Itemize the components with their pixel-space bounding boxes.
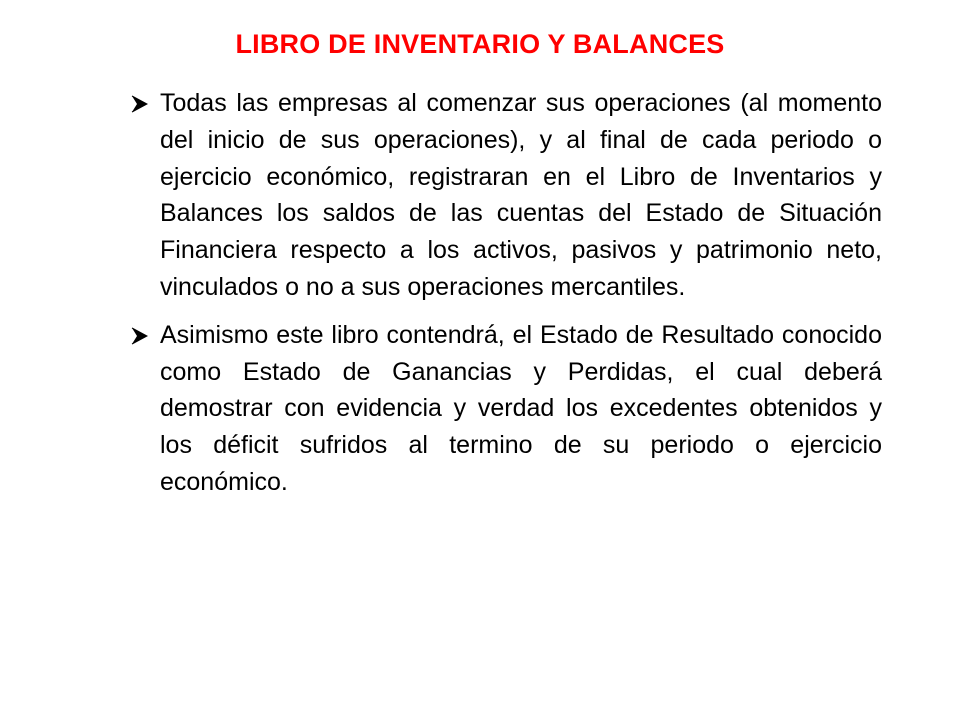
bullet-text: Asimismo este libro contendrá, el Estado de Resultado conocido como Estado de Ganancias y Perdidas, el cual deberá demostrar con evidencia y verdad los excedentes obtenidos y los déficit sufridos al termino de su periodo o ejercicio económico. <box>160 320 882 496</box>
arrowhead-bullet-icon <box>130 327 148 345</box>
bullet-item <box>130 317 882 501</box>
bullet-item <box>130 85 882 306</box>
slide-title: LIBRO DE INVENTARIO Y BALANCES <box>235 29 725 59</box>
bullet-list <box>130 85 882 512</box>
bullet-text: Todas las empresas al comenzar sus operaciones (al momento del inicio de sus operaciones), y al final de cada periodo o ejercicio económico, registraran en el Libro de Inventarios y Balances los saldos de las cuentas del Estado de Situación Financiera respecto a los activos, pasivos y patrimonio neto, vinculados o no a sus operaciones mercantiles. <box>160 89 882 301</box>
arrowhead-bullet-icon <box>130 95 148 113</box>
